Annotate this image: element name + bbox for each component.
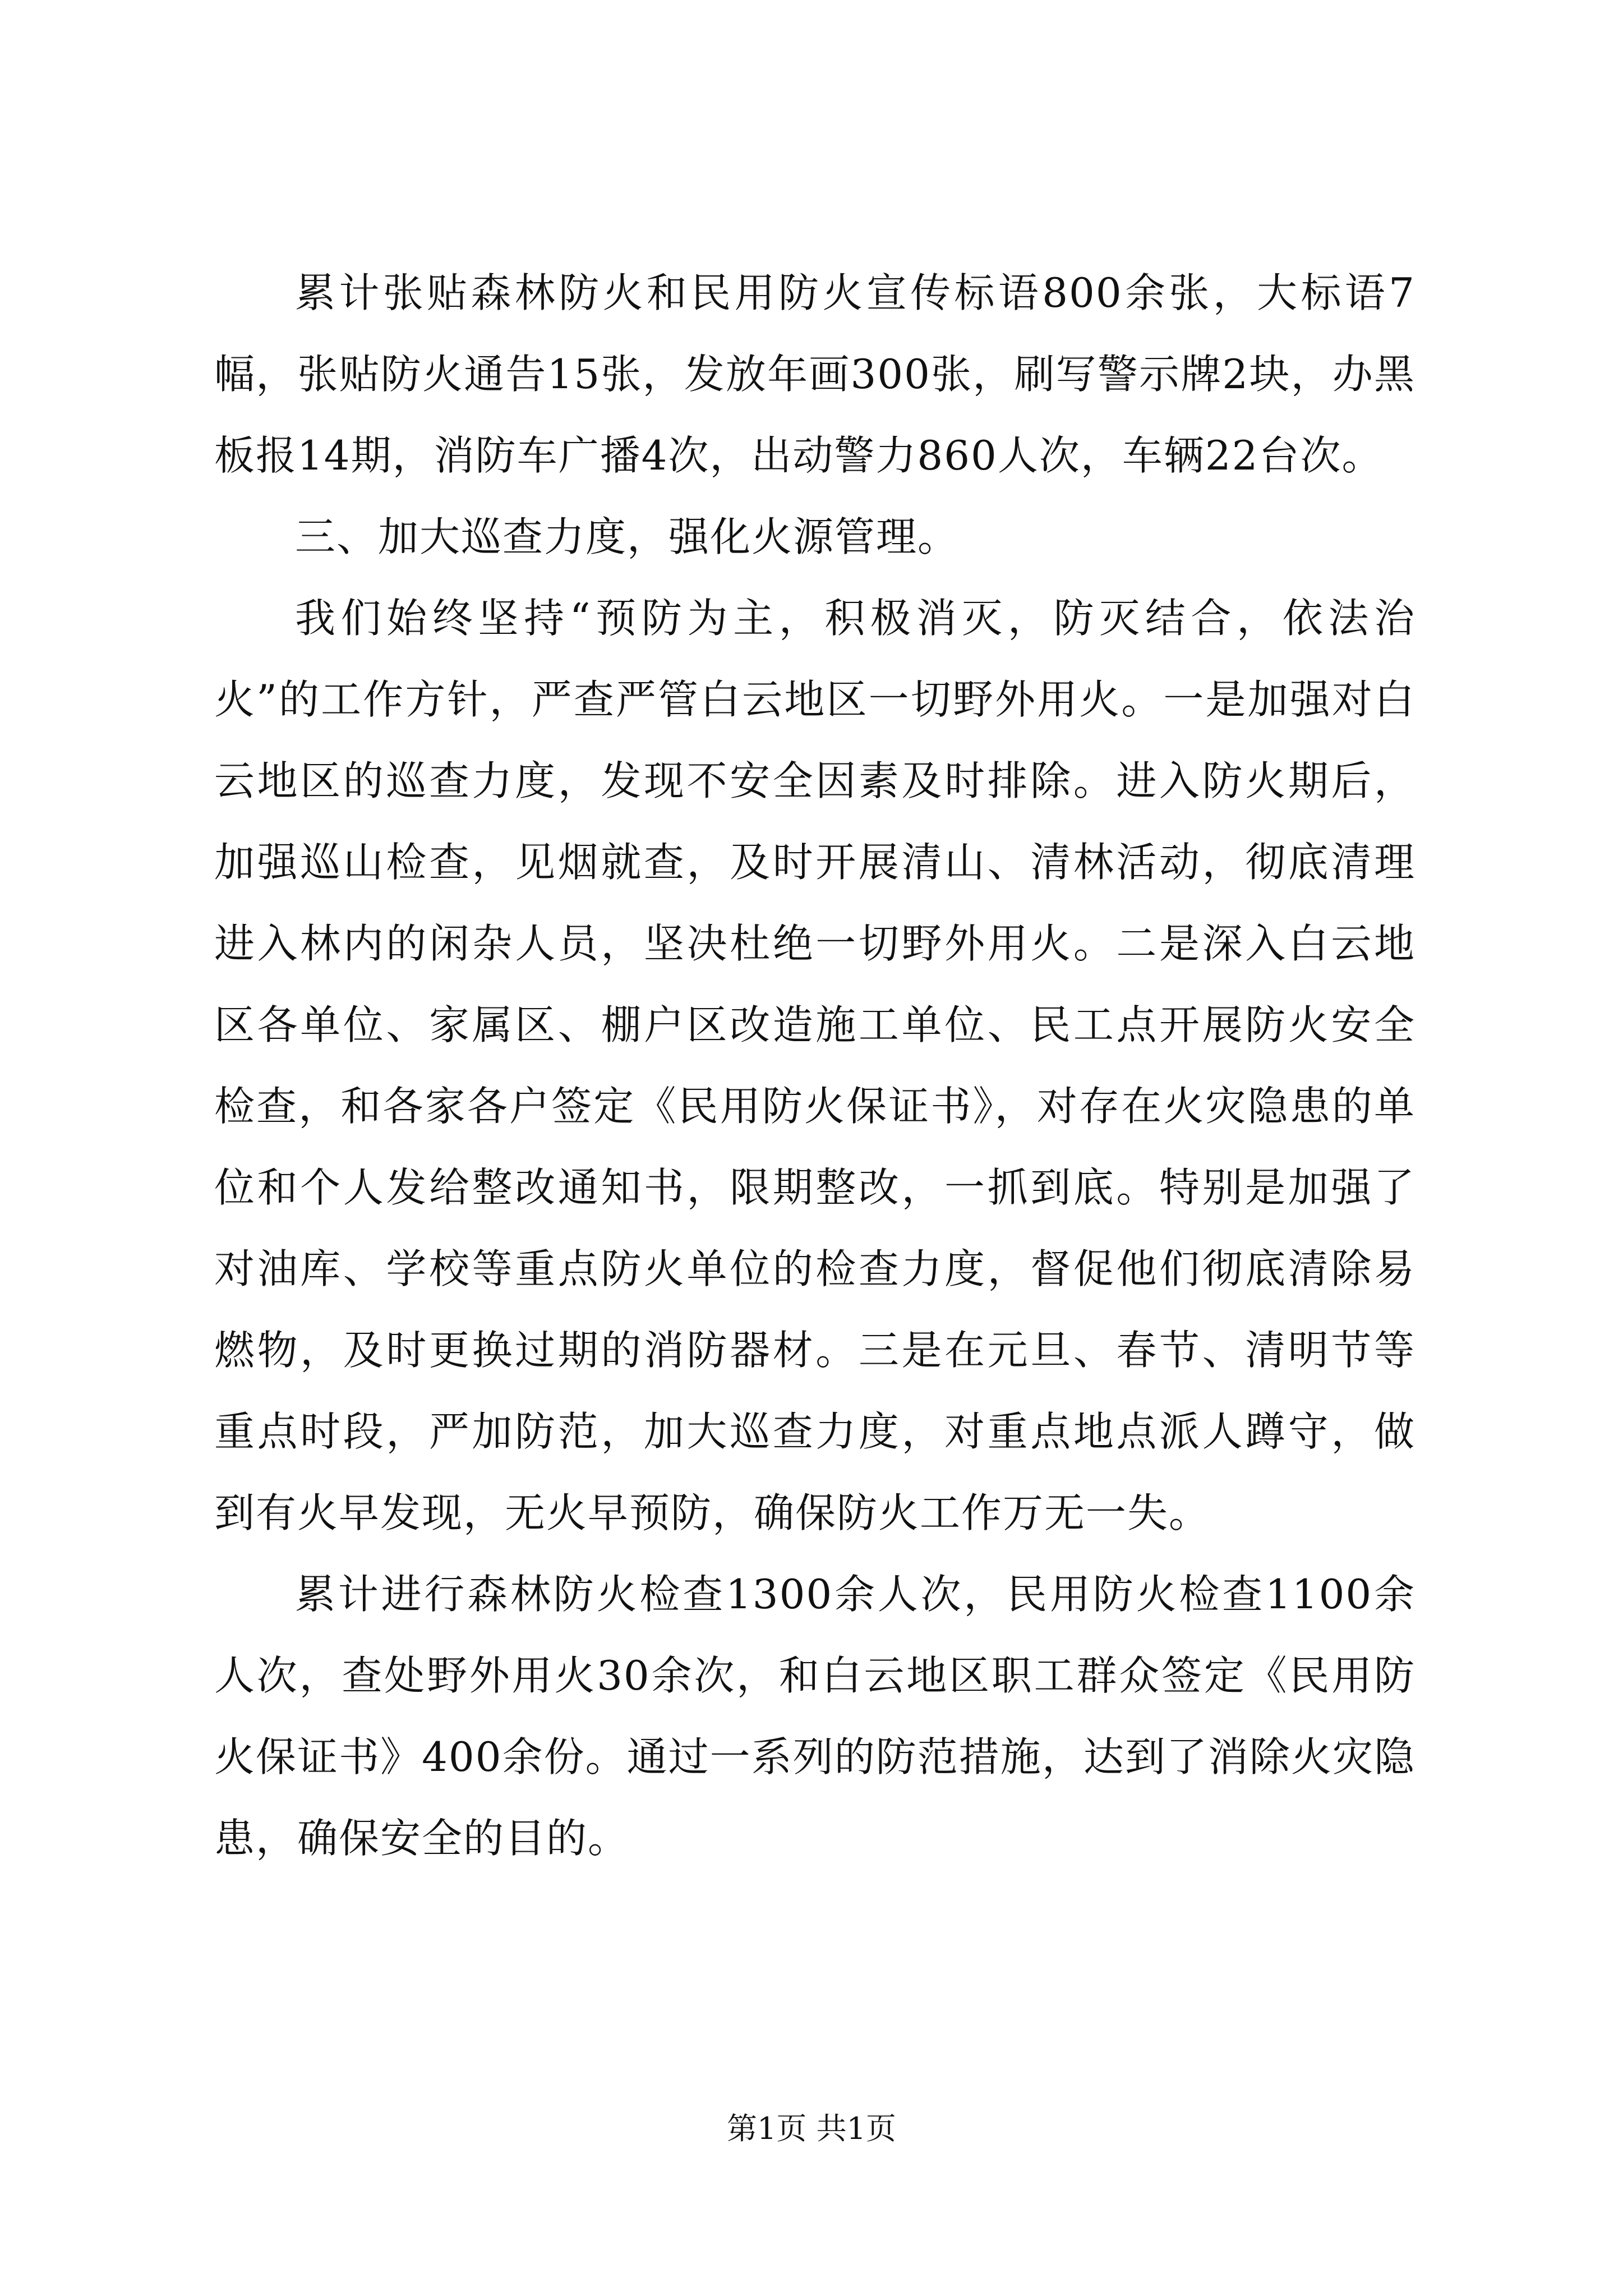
paragraph-patrol-measures: 我们始终坚持“预防为主，积极消灭，防灭结合，依法治火”的工作方针，严查严管白云地区一切野外用火。一是加强对白云地区的巡查力度，发现不安全因素及时排除。进入防火期后，加强巡山检查，见烟就查，及时开展清山、清林活动，彻底清理进入林内的闲杂人员，坚决杜绝一切野外用火。二是深入白云地区各单位、家属区、棚户区改造施工单位、民工点开展防火安全检查，和各家各户签定《民用防火保证书》，对存在火灾隐患的单位和个人发给整改通知书，限期整改，一抓到底。特别是加强了对油库、学校等重点防火单位的检查力度，督促他们彻底清除易燃物，及时更换过期的消防器材。三是在元旦、春节、清明节等重点时段，严加防范，加大巡查力度，对重点地点派人蹲守，做到有火早发现，无火早预防，确保防火工作万无一失。 [214, 595, 1415, 1536]
paragraph-statistics-inspections: 累计进行森林防火检查1300余人次，民用防火检查1100余人次，查处野外用火30余次，和白云地区职工群众签定《民用防火保证书》400余份。通过一系列的防范措施，达到了消除火灾隐患，确保安全的目的。 [214, 1571, 1415, 1862]
paragraph-statistics-publicity: 累计张贴森林防火和民用防火宣传标语800余张，大标语7幅，张贴防火通告15张，发放年画300张，刷写警示牌2块，办黑板报14期，消防车广播4次，出动警力860人次，车辆22台次。 [214, 269, 1415, 479]
page-footer [0, 2109, 1623, 2148]
document-body [214, 252, 1415, 1879]
section-heading-patrol: 三、加大巡查力度，强化火源管理。 [295, 513, 960, 560]
page-number-label: 第1页 共1页 [727, 2111, 896, 2146]
